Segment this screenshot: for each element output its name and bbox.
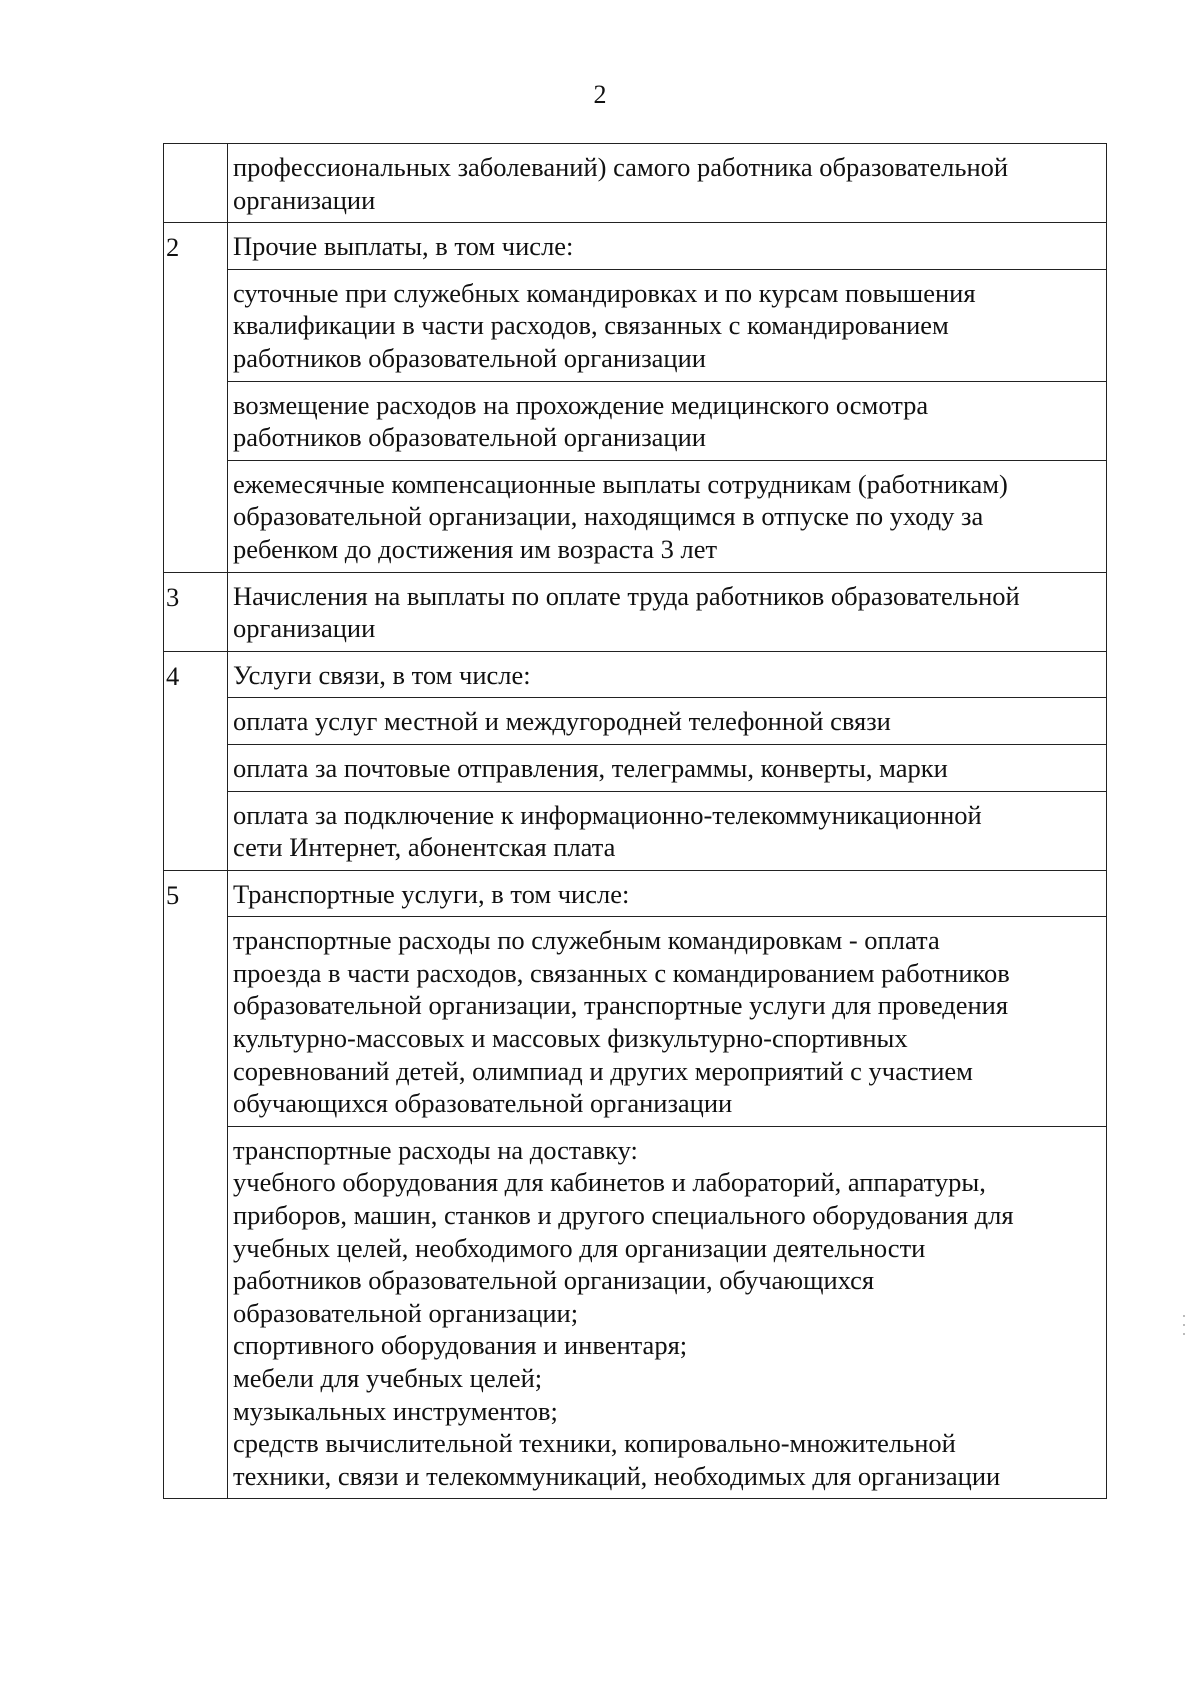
table-row bbox=[164, 917, 1107, 1127]
row-number-cell bbox=[164, 870, 228, 1499]
table-row bbox=[164, 744, 1107, 791]
row-number-cell bbox=[164, 651, 228, 870]
row-text: транспортные расходы по служебным командировкам - оплата проезда в части расходов, связанных с командированием работников образовательной организации, транспортные услуги для проведения культурно-массовых и массовых физкультурно-спортивных соревнований детей, олимпиад и других мероприятий с участием обучающихся образовательной организации bbox=[233, 925, 1010, 1119]
row-text: оплата за почтовые отправления, телеграммы, конверты, марки bbox=[233, 752, 948, 783]
row-number: 5 bbox=[166, 879, 180, 910]
row-text: Транспортные услуги, в том числе: bbox=[233, 878, 630, 909]
row-text-cell bbox=[228, 144, 1107, 223]
row-text-cell bbox=[228, 223, 1107, 270]
row-number: 3 bbox=[166, 581, 180, 612]
table-row bbox=[164, 791, 1107, 870]
row-number-cell bbox=[164, 144, 228, 223]
table-row bbox=[164, 698, 1107, 745]
row-text-cell bbox=[228, 651, 1107, 698]
table-row bbox=[164, 1126, 1107, 1499]
row-text-cell bbox=[228, 1126, 1107, 1499]
row-text: Начисления на выплаты по оплате труда работников образовательной организации bbox=[233, 580, 1020, 644]
table-row bbox=[164, 651, 1107, 698]
row-text: оплата услуг местной и междугородней телефонной связи bbox=[233, 706, 891, 737]
row-text: суточные при служебных командировках и по курсам повышения квалификации в части расходов, связанных с командированием работников образовательной организации bbox=[233, 277, 976, 373]
row-text-cell bbox=[228, 381, 1107, 460]
table-row bbox=[164, 269, 1107, 381]
row-text: оплата за подключение к информационно-телекоммуникационной сети Интернет, абонентская плата bbox=[233, 799, 982, 863]
table-row bbox=[164, 381, 1107, 460]
table-row bbox=[164, 572, 1107, 651]
row-text: Прочие выплаты, в том числе: bbox=[233, 231, 574, 262]
row-number-cell bbox=[164, 223, 228, 572]
row-text: возмещение расходов на прохождение медицинского осмотра работников образовательной организации bbox=[233, 389, 929, 453]
row-text-cell bbox=[228, 269, 1107, 381]
page-number: 2 bbox=[593, 80, 607, 109]
row-text-cell bbox=[228, 572, 1107, 651]
row-text: профессиональных заболеваний) самого работника образовательной организации bbox=[233, 152, 1009, 215]
row-text-cell bbox=[228, 791, 1107, 870]
row-text: Услуги связи, в том числе: bbox=[233, 659, 531, 690]
expense-table bbox=[163, 143, 1107, 1499]
scan-noise bbox=[1183, 1315, 1185, 1341]
row-number bbox=[164, 144, 227, 152]
table-row bbox=[164, 144, 1107, 223]
row-text-cell bbox=[228, 744, 1107, 791]
table-row bbox=[164, 223, 1107, 270]
row-number-cell bbox=[164, 572, 228, 651]
row-text-cell bbox=[228, 460, 1107, 572]
table-row bbox=[164, 870, 1107, 917]
row-text-cell bbox=[228, 870, 1107, 917]
table-row bbox=[164, 460, 1107, 572]
row-text: транспортные расходы на доставку: учебного оборудования для кабинетов и лабораторий, аппаратуры, приборов, машин, станков и другого специального оборудования для учебных целей, необходимого для организации деятельности работников образовательной организации, обучающихся образовательной организации; спортивного оборудования и инвентаря; мебели для учебных целей; музыкальных инструментов; средств вычислительной техники, копировально-множительной техники, связи и телекоммуникаций, необходимых для организации bbox=[233, 1134, 1014, 1491]
row-text-cell bbox=[228, 917, 1107, 1127]
row-text-cell bbox=[228, 698, 1107, 745]
row-text: ежемесячные компенсационные выплаты сотрудникам (работникам) образовательной организации, находящимся в отпуске по уходу за ребенком до достижения им возраста 3 лет bbox=[233, 468, 1008, 564]
row-number: 2 bbox=[166, 232, 180, 263]
row-number: 4 bbox=[166, 660, 180, 691]
